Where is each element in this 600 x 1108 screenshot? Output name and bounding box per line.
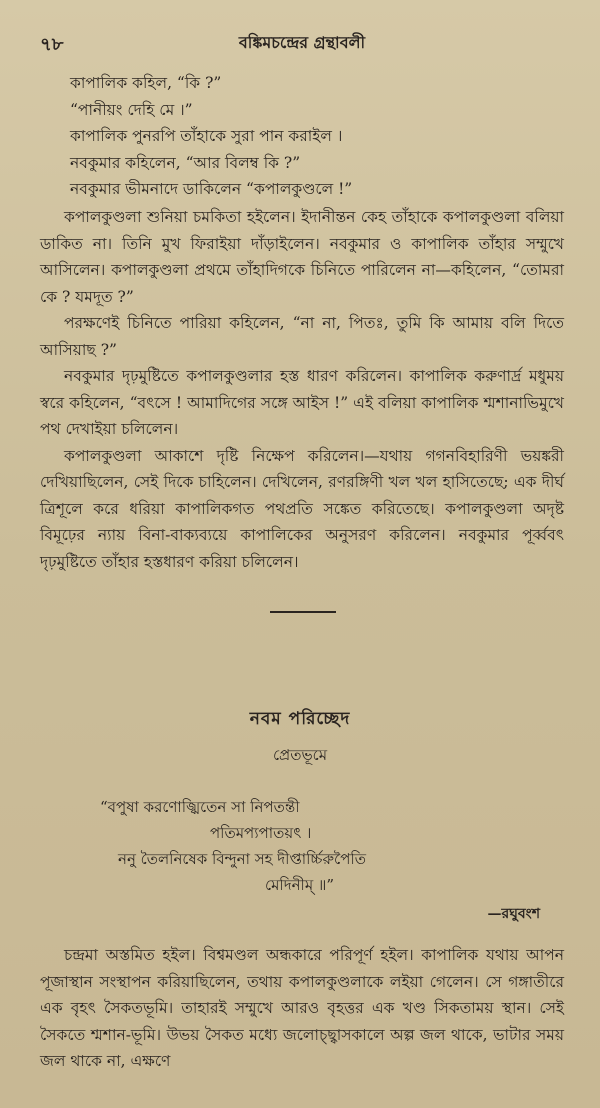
dialogue-line: নবকুমার ভীমনাদে ডাকিলেন “কপালকুণ্ডলে !” — [70, 180, 353, 198]
running-head — [40, 30, 564, 55]
dialogue-block — [40, 70, 564, 203]
paragraph: কপালকুণ্ডলা শুনিয়া চমকিতা হইলেন। ইদানীন্তন কেহ তাঁহাকে কপালকুণ্ডলা বলিয়া ডাকিত না। তিনি মুখ ফিরাইয়া দাঁড়াইলেন। নবকুমার ও কাপালিক তাঁহার সম্মুখে আসিলেন। কপালকুণ্ডলা প্রথমে তাঁহাদিগকে চিনিতে পারিলেন না—কহিলেন, “তোমরা কে ? যমদূত ?” — [40, 208, 564, 306]
page-number: ৭৮ — [40, 34, 64, 55]
epigraph-line: পতিমপ্যপাতয়ৎ । — [210, 824, 312, 842]
running-title: বঙ্কিমচন্দ্রের গ্রন্থাবলী — [238, 33, 366, 52]
epigraph-line: মেদিনীম্ ॥” — [265, 876, 335, 894]
paragraph: চন্দ্রমা অস্তমিত হইল। বিশ্বমণ্ডল অন্ধকারে পরিপূর্ণ হইল। কাপালিক যথায় আপন পূজাস্থান সংস্থাপন করিয়াছিলেন, তথায় কপালকুণ্ডলাকে লইয়া গেলেন। সে গঙ্গাতীরে এক বৃহৎ সৈকতভূমি। তাহারই সম্মুখে আরও বৃহত্তর এক খণ্ড সিকতাময় স্থান। সেই সৈকতে শ্মশান-ভূমি। উভয় সৈকত মধ্যে জলোচ্ছ্বাসকালে অল্প জল থাকে, ভাটার সময় জল থাকে না, এক্ষণে — [40, 946, 564, 1070]
epigraph-line: “বপুষা করণোজ্ঝিতেন সা নিপতন্তী — [100, 798, 300, 816]
epigraph — [100, 794, 560, 898]
body-text — [40, 204, 564, 575]
dialogue-line: কাপালিক পুনরপি তাঁহাকে সুরা পান করাইল । — [70, 127, 343, 145]
epigraph-line: ননু তৈলনিষেক বিন্দুনা সহ দীপ্তার্চ্চিরুপৈতি — [118, 850, 366, 868]
paragraph: কপালকুণ্ডলা আকাশে দৃষ্টি নিক্ষেপ করিলেন।—যথায় গগনবিহারিণী ভয়ঙ্করী দেখিয়াছিলেন, সেই দিকে চাহিলেন। দেখিলেন, রণরঙ্গিণী খল খল হাসিতেছে; এক দীর্ঘ ত্রিশূলে করে ধরিয়া কাপালিকগত পথপ্রতি সঙ্কেত করিতেছে। কপালকুণ্ডলা অদৃষ্ট বিমূঢ়ের ন্যায় বিনা-বাক্যব্যয়ে কাপালিকের অনুসরণ করিলেন। নবকুমার পূর্ব্ববৎ দৃঢ়মুষ্টিতে তাঁহার হস্তধারণ করিয়া চলিলেন। — [40, 446, 564, 571]
section-divider — [270, 611, 336, 613]
paragraph: পরক্ষণেই চিনিতে পারিয়া কহিলেন, “না না, পিতঃ, তুমি কি আমায় বলি দিতে আসিয়াছ ?” — [40, 314, 564, 359]
paragraph: নবকুমার দৃঢ়মুষ্টিতে কপালকুণ্ডলার হস্ত ধারণ করিলেন। কাপালিক করুণার্দ্র মধুময় স্বরে কহিলেন, “বৎসে ! আমাদিগের সঙ্গে আইস !” এই বলিয়া কাপালিক শ্মশানাভিমুখে পথ দেখাইয়া চলিলেন। — [40, 367, 564, 438]
dialogue-line: “পানীয়ং দেহি মে ।” — [70, 100, 193, 119]
chapter-title: নবম পরিচ্ছেদ — [249, 709, 351, 729]
chapter-body — [40, 942, 564, 1075]
dialogue-line: কাপালিক কহিল, “কি ?” — [70, 74, 222, 92]
epigraph-attribution: —রঘুবংশ — [487, 906, 540, 922]
chapter-subtitle: প্রেতভূমে — [272, 746, 328, 764]
dialogue-line: নবকুমার কহিলেন, “আর বিলম্ব কি ?” — [70, 153, 301, 172]
